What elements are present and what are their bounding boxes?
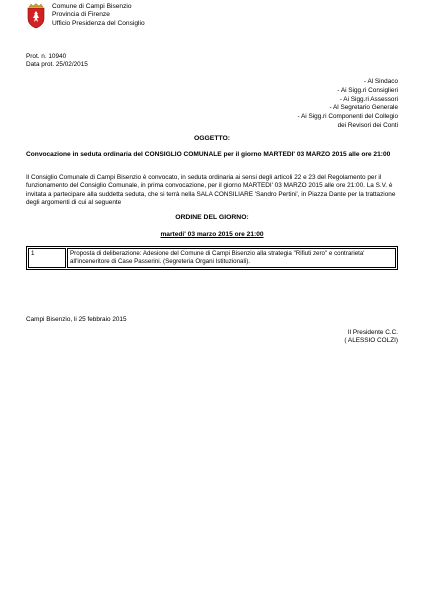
protocol-date: Data prot. 25/02/2015 — [26, 61, 88, 68]
protocol-block — [26, 53, 88, 69]
protocol-number: Prot. n. 10940 — [26, 53, 67, 60]
subject-heading: OGGETTO: — [193, 135, 231, 142]
recipient-line: dei Revisori dei Conti — [337, 121, 398, 129]
agenda-heading: ORDINE DEL GIORNO: — [175, 214, 249, 221]
municipal-crest-icon — [26, 3, 46, 29]
signature-block — [344, 329, 398, 346]
subject-text: Convocazione in seduta ordinaria del CONSIGLIO COMUNALE per il giorno MARTEDI' 03 MARZO 2015 alle ore 21:00 — [26, 151, 391, 158]
office-name: Ufficio Presidenza del Consiglio — [52, 19, 145, 27]
recipient-line: - Al Sindaco — [363, 78, 398, 85]
agenda-date: martedi' 03 marzo 2015 ore 21:00 — [160, 231, 264, 238]
recipient-line: - Ai Sigg.ri Consiglieri — [337, 86, 398, 94]
convocation-body: Il Consiglio Comunale di Campi Bisenzio è convocato, in seduta ordinaria ai sensi degli articoli 22 e 23 del Regolamento per il funzionamento del Consiglio Comunale, in prima convocazione, per il giorno MARTEDI' 03 MARZO 2015 alle ore 21:00. La S.V. è invitata a partecipare alla suddetta seduta, che si terrà nella SALA CONSILIARE 'Sandro Pertini', in Piazza Dante per la trattazione degli argomenti di cui al seguente — [26, 174, 396, 207]
signature-name: ( ALESSIO COLZI) — [344, 337, 398, 345]
signature-title: Il Presidente C.C. — [347, 329, 398, 336]
agenda-item-number: 1 — [28, 248, 66, 268]
recipient-line: - Al Segretario Generale — [329, 104, 398, 112]
office-header — [52, 3, 145, 28]
agenda-item-text: Proposta di deliberazione: Adesione del Comune di Campi Bisenzio alla strategia "Rifiuti zero" e contrarieta' all'inceneritore di Case Passerini. (Segreteria Organi Istituzionali). — [67, 248, 396, 268]
agenda-table — [26, 246, 398, 270]
municipality-name: Comune di Campi Bisenzio — [52, 3, 132, 10]
recipients-list — [297, 78, 398, 131]
province-name: Provincia di Firenze — [52, 11, 110, 19]
recipient-line: - Ai Sigg.ri Componenti del Collegio — [297, 113, 398, 121]
recipient-line: - Ai Sigg.ri Assessori — [339, 95, 398, 103]
place-and-date: Campi Bisenzio, li 25 febbraio 2015 — [26, 316, 127, 323]
